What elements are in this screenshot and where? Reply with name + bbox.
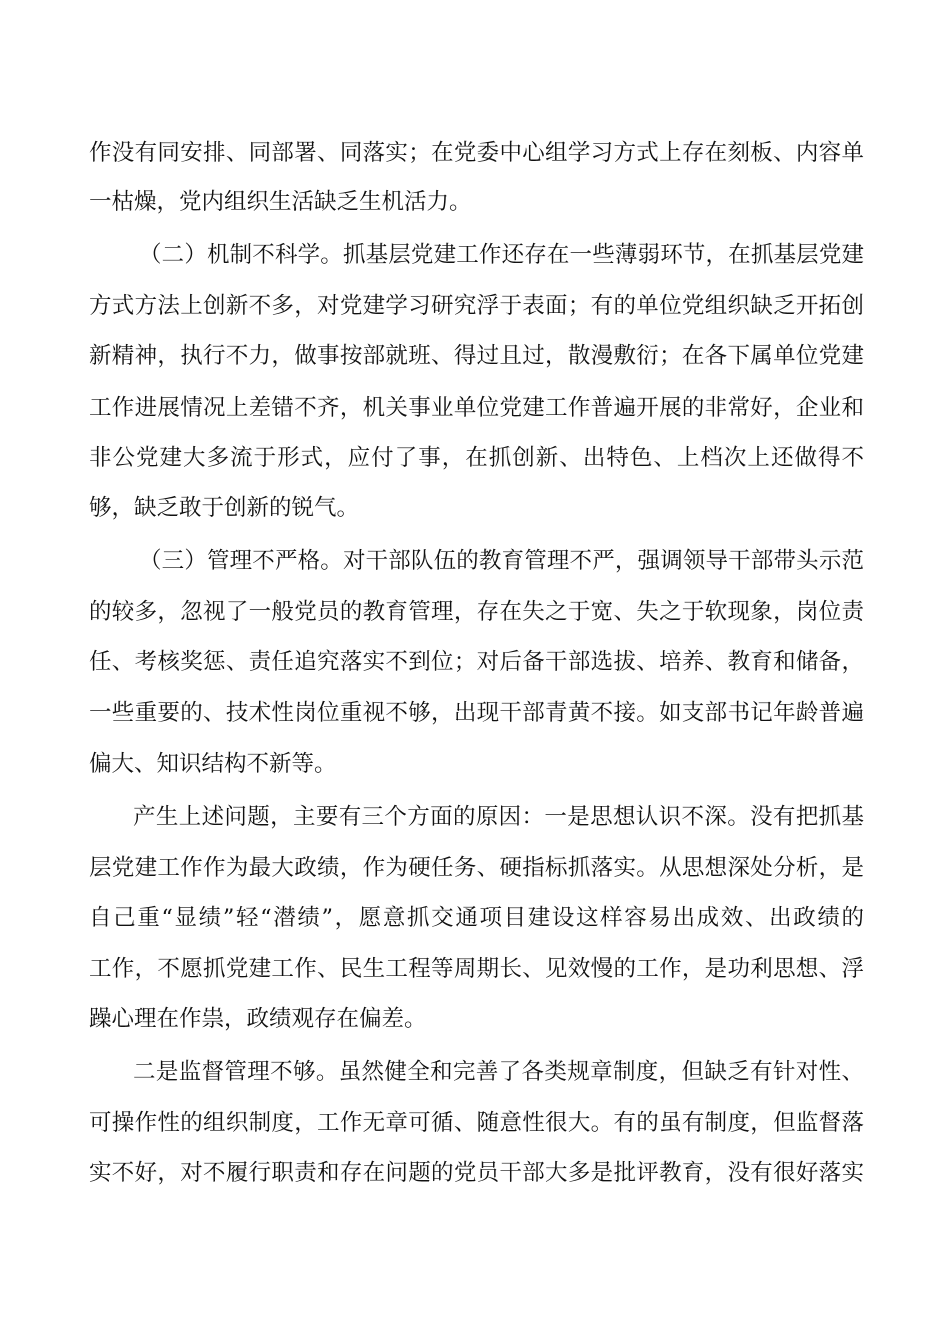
text-line: 的较多，忽视了一般党员的教育管理，存在失之于宽、失之于软现象，岗位责	[89, 599, 864, 625]
text-line: 工作，不愿抓党建工作、民生工程等周期长、见效慢的工作，是功利思想、浮	[89, 956, 864, 982]
text-line: 层党建工作作为最大政绩，作为硬任务、硬指标抓落实。从思想深处分析，是	[89, 855, 864, 881]
text-line: 够，缺乏敢于创新的锐气。	[89, 495, 360, 521]
text-line: （三）管理不严格。对干部队伍的教育管理不严，强调领导干部带头示范	[139, 548, 864, 574]
text-line: 二是监督管理不够。虽然健全和完善了各类规章制度，但缺乏有针对性、	[133, 1059, 864, 1085]
text-line: 可操作性的组织制度，工作无章可循、随意性很大。有的虽有制度，但监督落	[89, 1110, 864, 1136]
text-line: 新精神，执行不力，做事按部就班、得过且过，散漫敷衍；在各下属单位党建	[89, 343, 864, 369]
text-line: 作没有同安排、同部署、同落实；在党委中心组学习方式上存在刻板、内容单	[89, 140, 864, 166]
text-line: 一些重要的、技术性岗位重视不够，出现干部青黄不接。如支部书记年龄普遍	[89, 700, 864, 726]
text-line: 实不好，对不履行职责和存在问题的党员干部大多是批评教育，没有很好落实	[89, 1160, 864, 1186]
text-line: 躁心理在作祟，政绩观存在偏差。	[89, 1006, 427, 1032]
text-line: 自己重“显绩”轻“潜绩”，愿意抓交通项目建设这样容易出成效、出政绩的	[89, 905, 864, 931]
text-line: 工作进展情况上差错不齐，机关事业单位党建工作普遍开展的非常好，企业和	[89, 395, 864, 421]
text-line: 一枯燥，党内组织生活缺乏生机活力。	[89, 189, 472, 215]
text-line: 偏大、知识结构不新等。	[89, 751, 337, 777]
text-line: （二）机制不科学。抓基层党建工作还存在一些薄弱环节，在抓基层党建	[139, 242, 864, 268]
text-line: 非公党建大多流于形式，应付了事，在抓创新、出特色、上档次上还做得不	[89, 445, 864, 471]
text-line: 方式方法上创新不多，对党建学习研究浮于表面；有的单位党组织缺乏开拓创	[89, 293, 864, 319]
text-line: 任、考核奖惩、责任追究落实不到位；对后备干部选拔、培养、教育和储备，	[89, 649, 864, 675]
text-line: 产生上述问题，主要有三个方面的原因：一是思想认识不深。没有把抓基	[133, 804, 864, 830]
